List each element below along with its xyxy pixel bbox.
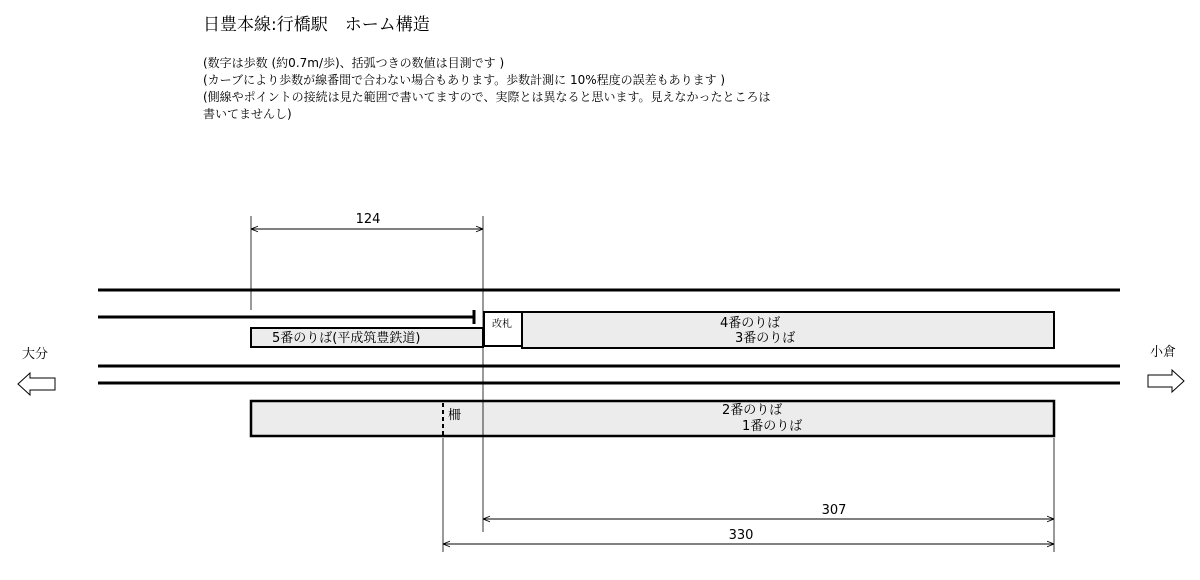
platform-2-1 [251,401,1054,436]
platform-5-label: 5番のりば(平成筑豊鉄道) [272,331,421,346]
east-arrow-icon [1148,370,1184,392]
direction-east-label: 小倉 [1150,345,1177,360]
note-line: (数字は歩数 (約0.7m/歩)、括弧つきの数値は目測です ) [203,56,505,70]
platform-3-label: 3番のりば [735,331,796,346]
platform-2-label: 2番のりば [722,403,783,418]
ticket-gate-label: 改札 [492,319,512,330]
note-line: 書いてませんし) [203,107,292,121]
direction-west-label: 大分 [22,347,49,362]
dimension-307-label: 307 [821,503,847,518]
platform-4-label: 4番のりば [720,316,781,331]
diagram-title: 日豊本線:行橋駅 ホーム構造 [203,15,430,35]
platform-1-label: 1番のりば [742,419,803,434]
dimension-330-label: 330 [728,528,754,543]
note-line: (カーブにより歩数が線番間で合わない場合もあります。歩数計測に 10%程度の誤差もあります ) [203,73,726,87]
west-arrow-icon [18,373,55,395]
note-line: (側線やポイントの接続は見た範囲で書いてますので、実際とは異なると思います。見えなかったところは [203,90,771,104]
dimension-124-label: 124 [355,212,381,227]
fence-label: 柵 [448,408,462,423]
